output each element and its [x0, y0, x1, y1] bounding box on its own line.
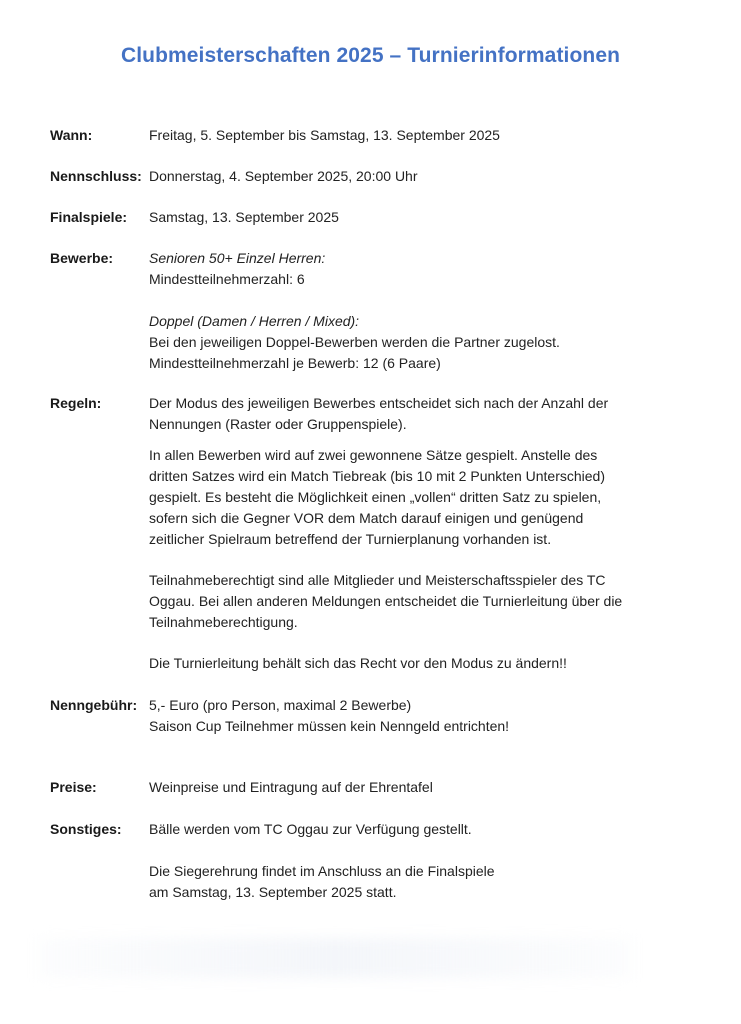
regeln-p2-line3: gespielt. Es besteht die Möglichkeit einen „vollen“ dritten Satz zu spielen, [149, 489, 602, 505]
bewerbe-einzel-title: Senioren 50+ Einzel Herren: [149, 250, 326, 266]
value-bewerbe [149, 248, 709, 374]
label-finalspiele: Finalspiele: [50, 209, 128, 225]
label-wann: Wann: [50, 127, 93, 143]
value-nennschluss [149, 166, 709, 187]
regeln-p2-line5: zeitlicher Spielraum betreffend der Turnierplanung vorhanden ist. [149, 531, 552, 547]
bottom-shadow [40, 938, 630, 978]
preise-text: Weinpreise und Eintragung auf der Ehrentafel [149, 779, 433, 795]
value-sonstiges [149, 819, 709, 903]
label-nennschluss: Nennschluss: [50, 168, 142, 184]
regeln-p3-line2: Oggau. Bei allen anderen Meldungen entscheidet die Turnierleitung über die [149, 593, 623, 609]
nenngebuehr-line1: 5,- Euro (pro Person, maximal 2 Bewerbe) [149, 697, 412, 713]
value-wann [149, 125, 709, 146]
value-nenngebuehr [149, 695, 709, 737]
sonstiges-line2: Die Siegerehrung findet im Anschluss an die Finalspiele [149, 863, 495, 879]
regeln-p1-line2: Nennungen (Raster oder Gruppenspiele). [149, 416, 407, 432]
label-sonstiges: Sonstiges: [50, 821, 122, 837]
regeln-p2-line1: In allen Bewerben wird auf zwei gewonnene Sätze gespielt. Anstelle des [149, 447, 598, 463]
bewerbe-doppel-title: Doppel (Damen / Herren / Mixed): [149, 313, 360, 329]
nenngebuehr-line2: Saison Cup Teilnehmer müssen kein Nenngeld entrichten! [149, 718, 510, 734]
regeln-p1-line1: Der Modus des jeweiligen Bewerbes entscheidet sich nach der Anzahl der [149, 395, 609, 411]
regeln-p2-line2: dritten Satzes wird ein Match Tiebreak (bis 10 mit 2 Punkten Unterschied) [149, 468, 605, 484]
bewerbe-doppel-line1: Bei den jeweiligen Doppel-Bewerben werden die Partner zugelost. [149, 334, 560, 350]
sonstiges-line3: am Samstag, 13. September 2025 statt. [149, 884, 397, 900]
bewerbe-einzel-min: Mindestteilnehmerzahl: 6 [149, 271, 305, 287]
value-regeln [149, 393, 709, 674]
label-regeln: Regeln: [50, 395, 102, 411]
bewerbe-doppel-line2: Mindestteilnehmerzahl je Bewerb: 12 (6 Paare) [149, 355, 441, 371]
document-title: Clubmeisterschaften 2025 – Turnierinformationen [120, 44, 621, 67]
label-preise: Preise: [50, 779, 97, 795]
finalspiele-text: Samstag, 13. September 2025 [149, 209, 339, 225]
nennschluss-text: Donnerstag, 4. September 2025, 20:00 Uhr [149, 168, 418, 184]
regeln-p3-line3: Teilnahmeberechtigung. [149, 614, 298, 630]
label-bewerbe: Bewerbe: [50, 250, 114, 266]
label-nenngebuehr: Nenngebühr: [50, 697, 138, 713]
regeln-p2-line4: sofern sich die Gegner VOR dem Match darauf einigen und genügend [149, 510, 584, 526]
value-finalspiele [149, 207, 709, 228]
regeln-p4-line1: Die Turnierleitung behält sich das Recht vor den Modus zu ändern!! [149, 655, 567, 671]
wann-text: Freitag, 5. September bis Samstag, 13. September 2025 [149, 127, 500, 143]
sonstiges-line1: Bälle werden vom TC Oggau zur Verfügung gestellt. [149, 821, 472, 837]
value-preise [149, 777, 709, 798]
regeln-p3-line1: Teilnahmeberechtigt sind alle Mitglieder und Meisterschaftsspieler des TC [149, 572, 606, 588]
